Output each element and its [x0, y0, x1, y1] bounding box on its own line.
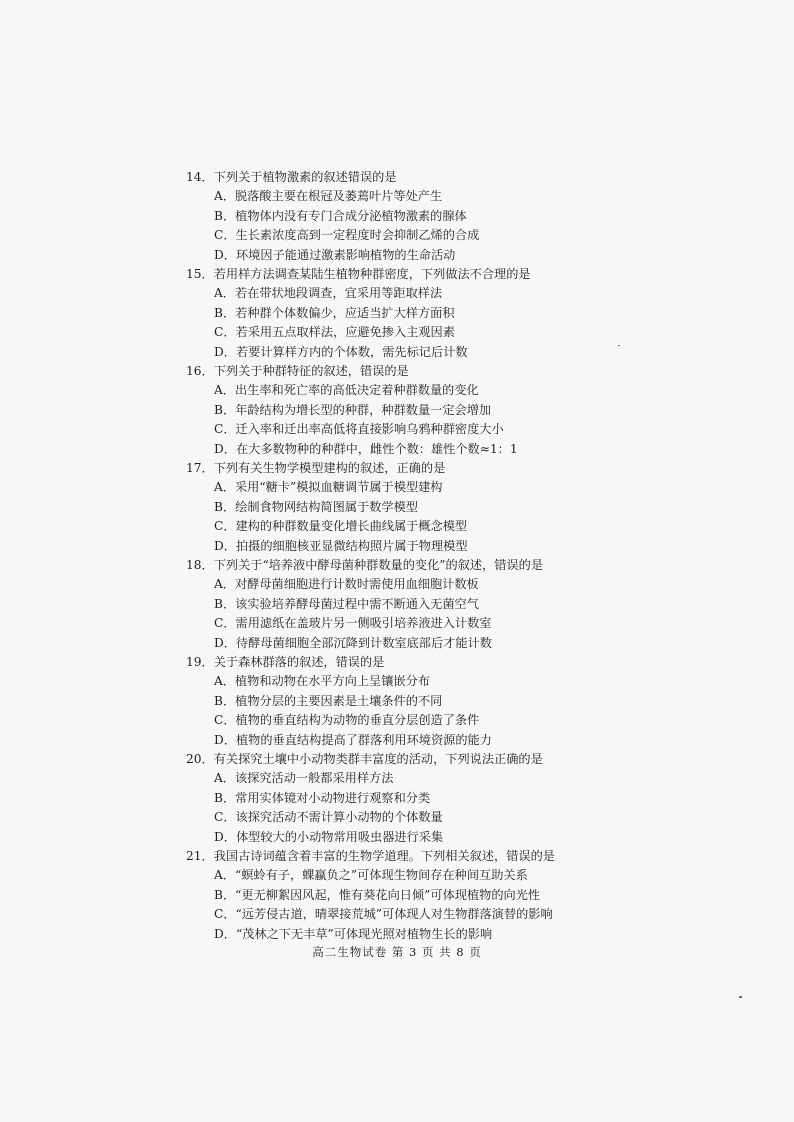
- question-stem: 17．下列有关生物学模型建构的叙述，正确的是: [186, 461, 446, 475]
- question-option: B．绘制食物网结构简图属于数学模型: [214, 499, 418, 514]
- question-option: A．出生率和死亡率的高低决定着种群数量的变化: [214, 383, 479, 398]
- question-option: B．“更无柳絮因风起，惟有葵花向日倾”可体现植物的向光性: [214, 887, 541, 902]
- question-stem: 19．关于森林群落的叙述，错误的是: [186, 655, 385, 669]
- question-option: B．该实验培养酵母菌过程中需不断通入无菌空气: [214, 596, 479, 611]
- question-stem: 18．下列关于“培养液中酵母菌种群数量的变化”的叙述，错误的是: [186, 558, 544, 572]
- question-option: D．体型较大的小动物常用吸虫器进行采集: [214, 829, 444, 844]
- question-option: D．“茂林之下无丰草”可体现光照对植物生长的影响: [214, 926, 493, 941]
- question-option: B．常用实体镜对小动物进行观察和分类: [214, 790, 431, 805]
- question-stem: 21．我国古诗词蕴含着丰富的生物学道理。下列相关叙述，错误的是: [186, 849, 555, 863]
- question-option: D．若要计算样方内的个体数，需先标记后计数: [214, 344, 468, 359]
- page-footer: 高二生物试卷 第 3 页 共 8 页: [312, 945, 482, 959]
- question-option: A．脱落酸主要在根冠及萎蔫叶片等处产生: [214, 189, 443, 204]
- question-option: D．植物的垂直结构提高了群落利用环境资源的能力: [214, 732, 492, 747]
- question-option: D．拍摄的细胞核亚显微结构照片属于物理模型: [214, 538, 468, 553]
- question-stem: 15．若用样方法调查某陆生植物种群密度，下列做法不合理的是: [186, 267, 531, 281]
- question-option: B．植物分层的主要因素是土壤条件的不同: [214, 693, 443, 708]
- question-option: D．在大多数物种的种群中，雌性个数：雄性个数≈1：1: [214, 441, 518, 456]
- question-option: A．对酵母菌细胞进行计数时需使用血细胞计数板: [214, 577, 479, 592]
- scan-speck: [618, 345, 620, 346]
- question-option: C．迁入率和迁出率高低将直接影响乌鸦种群密度大小: [214, 422, 504, 437]
- question-option: B．年龄结构为增长型的种群，种群数量一定会增加: [214, 402, 492, 417]
- question-option: D．待酵母菌细胞全部沉降到计数室底部后才能计数: [214, 635, 492, 650]
- question-option: B．若种群个体数偏少，应适当扩大样方面积: [214, 305, 455, 320]
- question-option: B．植物体内没有专门合成分泌植物激素的腺体: [214, 208, 467, 223]
- question-stem: 20．有关探究土壤中小动物类群丰富度的活动，下列说法正确的是: [186, 752, 543, 766]
- question-option: C．生长素浓度高到一定程度时会抑制乙烯的合成: [214, 228, 480, 243]
- question-option: C．该探究活动不需计算小动物的个体数量: [214, 810, 443, 825]
- question-option: C．需用滤纸在盖玻片另一侧吸引培养液进入计数室: [214, 616, 492, 631]
- question-option: C．植物的垂直结构为动物的垂直分层创造了条件: [214, 713, 480, 728]
- question-option: D．环境因子能通过激素影响植物的生命活动: [214, 247, 456, 262]
- question-option: C．若采用五点取样法，应避免掺入主观因素: [214, 325, 455, 340]
- question-option: A．“螟蛉有子，蜾蠃负之”可体现生物间存在种间互助关系: [214, 868, 528, 883]
- question-option: C．建构的种群数量变化增长曲线属于概念模型: [214, 519, 468, 534]
- scan-speck: [739, 996, 742, 998]
- question-option: A．采用“糖卡”模拟血糖调节属于模型建构: [214, 480, 443, 495]
- question-option: A．若在带状地段调查，宜采用等距取样法: [214, 286, 443, 301]
- question-option: A．植物和动物在水平方向上呈镶嵌分布: [214, 674, 430, 689]
- question-stem: 16．下列关于种群特征的叙述，错误的是: [186, 364, 409, 378]
- question-option: C．“远芳侵古道，晴翠接荒城”可体现人对生物群落演替的影响: [214, 907, 553, 922]
- question-option: A．该探究活动一般都采用样方法: [214, 771, 394, 786]
- question-stem: 14．下列关于植物激素的叙述错误的是: [186, 170, 397, 184]
